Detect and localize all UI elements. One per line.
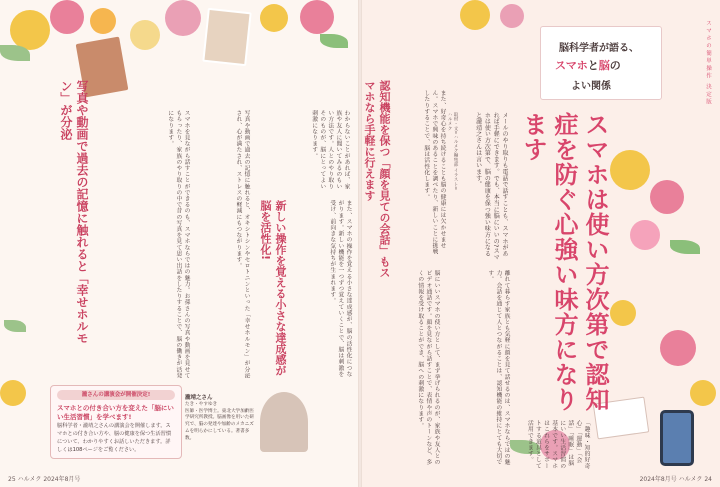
flower-decoration [165,0,201,36]
flower-decoration [690,380,716,406]
right-page [360,0,720,487]
flower-decoration [650,180,684,214]
info-box-content [57,404,175,454]
page-number: 25 [8,476,16,483]
kicker-brain: 脳 [598,59,610,72]
series-label: スマホの簡単操作 決定版 [705,20,711,107]
kicker-no: の [609,59,621,72]
kicker-line-1: 脳科学者が語る、 [559,43,639,54]
flower-decoration [660,330,696,366]
event-info-box [50,385,182,459]
main-headline: スマホは使い方次第で認知症を防ぐ心強い味方になります [519,112,609,412]
kicker-line-3: よい関係 [571,81,611,92]
flower-decoration [130,20,160,50]
page-folio [640,474,712,483]
flower-decoration [90,8,116,34]
kicker-smartphone: スマホ [555,59,588,72]
kicker-box [540,26,662,100]
author-name: 瀧靖之さん [185,395,213,401]
issue-label: 2024年8月号 [43,476,81,483]
author-reading: たき・やすゆき [185,401,218,407]
magazine-name: ハルメク [17,476,42,483]
flower-decoration [260,4,288,32]
kicker-line-2 [555,57,621,73]
section-heading: 新しい操作を覚える小さな達成感が脳を活性化! [259,200,287,376]
leaf-decoration [320,34,348,48]
page-gutter [358,0,362,487]
lede-text: メールのやり取りも電話で話すことも、スマホがあれば手軽にできます。でも、本当に脳にいいの?スマホは使い方次第で、脳の健康を保つ強い味方になると瀧靖之さんは言います。 [474,112,508,261]
section-heading: 認知機能を保つ「顔を見ての会話」もスマホなら手軽に行えます [363,80,391,278]
issue-label: 2024年8月号 [639,476,677,483]
flower-decoration [630,220,660,250]
flower-decoration [0,380,26,406]
flower-decoration [500,4,524,28]
leaf-decoration [0,45,30,61]
body-text: 離れて暮らす家族とも気軽に顔を見て話せるのは、スマホならではの魅力。会話を通じて人とつながることは、認知機能の維持にとても大切です。 [486,270,509,466]
body-text: 「趣味・知的好奇心」「運動」「会話」「睡眠」は脳にいい生活習慣の基本です。スマホはこれらをサポートする道具として活用できます。 [526,420,589,469]
author-bio: 医師・医学博士。東北大学加齢医学研究所教授。脳画像を用いた研究で、脳の発達や加齢のメカニズムを明らかにしている。著書多数。 [185,408,254,441]
info-box-title: 瀧さんの講演会が開催決定! [57,390,175,400]
info-box-text: 脳科学者・瀧靖之さんの講演会を開催します。スマホとの付き合い方や、脳の健康を保つ生活習慣について、わかりやすくお話しいただきます。詳しくは108ページをご覧ください。 [57,423,172,453]
body-text: 脳にいいスマホの使い方として、まず挙げられるのが、家族や友人とのビデオ通話です。顔を見ながら話すことで、表情や声のトーンなど、多くの情報を受け取ることができ、脳への刺激になります。 [416,270,439,466]
byline: 取材・文=ハルメク編集部 イラスト=ハルメク [447,112,458,191]
flower-decoration [610,300,636,326]
page-folio [8,474,80,483]
leaf-decoration [670,240,700,254]
smartphone-illustration [660,410,694,466]
kicker-and: と [587,59,599,72]
flower-decoration [610,150,650,190]
body-text: スマホを見ながら話すことができるのも、スマホならではの魅力。お孫さんの写真や動画を見せてもらったり、家族のやり取りの中で昔の写真を見て思い出話をしたりすることで、脳の働きが活発になります。 [166,110,189,379]
page-number: 24 [704,476,712,483]
body-text: また、スマホの操作を覚える小さな達成感が、脳の活性化につながります。新しい機能を一つずつ覚えていくことで、脳は刺激を受け、前向きな気持ちが生まれます。 [328,200,351,377]
section-heading: 写真や動画で過去の記憶に触れると「幸せホルモン」が分泌 [59,80,89,344]
flower-decoration [50,0,84,34]
flower-decoration [300,0,334,34]
flower-decoration [460,0,490,30]
author-profile [185,395,255,443]
leaf-decoration [4,320,26,332]
magazine-name: ハルメク [678,476,703,483]
info-box-headline: スマホとの付き合い方を変えた「脳にいい生活習慣」を学べます! [57,404,174,421]
photo-frame [202,8,251,66]
body-text: 写真や動画で過去の記憶に触れると、オキシトシンやセロトニンといった「幸せホルモン」が分泌され、心が満たされ、ストレスの軽減にもつながります。 [234,110,249,379]
author-portrait [260,392,308,452]
flower-decoration [10,10,50,50]
body-text: また、好奇心を持ち続けることも脳の健康には欠かせません。スマホで興味のあることを調べたり、新しいことに挑戦したりすることで、脳は活性化します。 [422,90,445,255]
body-text: わからないことがあれば、家族や友人に聞いてみるのもいい方法です。人とのやり取りそのものが、脳にとってよい刺激になります。 [310,110,349,190]
